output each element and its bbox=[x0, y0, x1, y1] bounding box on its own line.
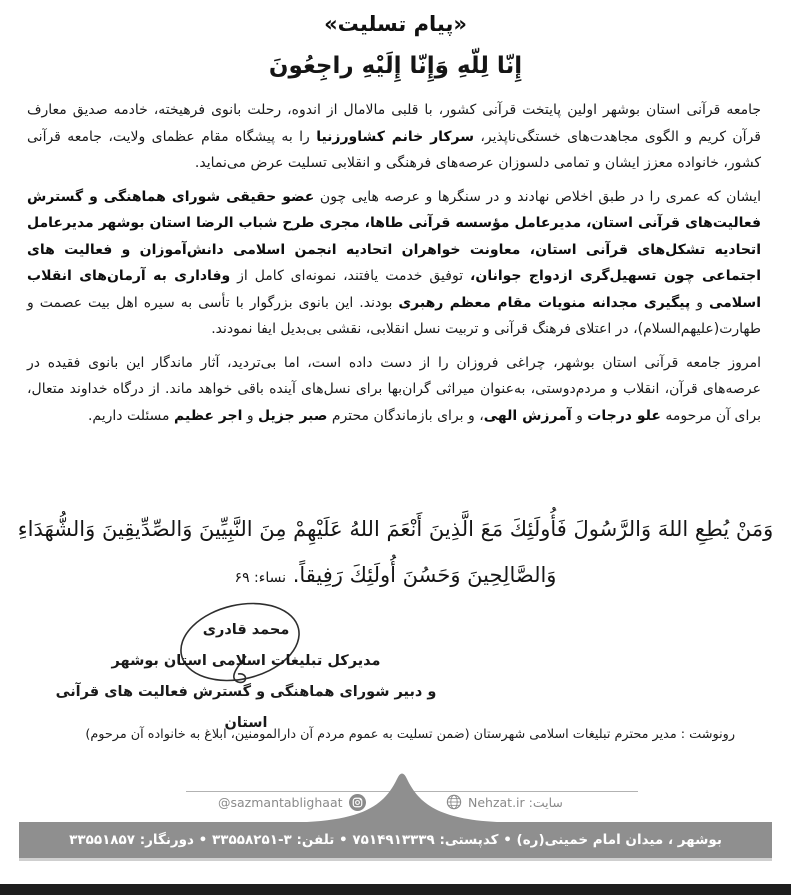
quran-verse-line2: وَالصَّالِحِينَ وَحَسُنَ أُولَئِكَ رَفِيقاً. نساء: ۶۹ bbox=[234, 563, 557, 587]
signatory-title-2: و دبیر شورای هماهنگی و گسترش فعالیت های قرآنی استان bbox=[55, 684, 437, 731]
signature-block bbox=[50, 615, 442, 739]
website-label: سایت: bbox=[528, 794, 563, 810]
quran-verse bbox=[0, 506, 791, 601]
letter-body bbox=[27, 97, 761, 436]
signatory-title-1: مدیرکل تبلیغات اسلامی استان بوشهر bbox=[111, 653, 381, 669]
paragraph-closing: امروز جامعه قرآنی استان بوشهر، چراغی فروزان را از دست داده است، اما بی‌تردید، آثار ماندگار این بانوی فقیده در عرصه‌های قرآن، انقلاب و مردم‌دوستی، به‌عنوان میراثی گران‌بها برای نسل‌های آینده باقی خواهد ماند. از درگاه خداوند متعال، برای آن مرحومه علو درجات و آمرزش الهی، و برای بازماندگان محترم صبر جزیل و اجر عظیم مسئلت داریم. bbox=[27, 354, 761, 424]
paragraph-roles: ایشان که عمری را در طبق اخلاص نهادند و در سنگرها و عرصه هایی چون عضو حقیقی شورای هماهنگی و گسترش فعالیت‌های قرآنی استان، مدیرعامل مؤسسه قرآنی طاها، مجری طرح شباب الرضا استان بوشهر مدیرعامل اتحادیه تشکل‌های قرآنی استان، معاونت خواهران اتحادیه انجمن اسلامی دانش‌آموزان و فعالیت های اجتماعی چون تسهیل‌گری ازدواج جوانان، توفیق خدمت یافتند، نمونه‌ای کامل از وفاداری به آرمان‌های انقلاب اسلامی و پیگیری مجدانه منویات مقام معظم رهبری بودند. این بانوی بزرگوار با تأسی به سیره اهل بیت عصمت و طهارت(علیهم‌السلام)، در اعتلای فرهنگ قرآنی و تربیت نسل انقلابی، نقشی بی‌بدیل ایفا نمودند. bbox=[27, 188, 761, 337]
website-address bbox=[468, 795, 563, 810]
contact-info-bar: بوشهر ، میدان امام خمینی(ره) • کدپستی: ۷۵۱۴۹۱۳۳۳۹ • تلفن: ۳-۳۳۵۵۸۲۵۱ • دورنگار: ۳۳۵۵۱۸۵۷ bbox=[19, 822, 772, 861]
signatory-name: محمد قادری bbox=[202, 622, 290, 638]
instagram-icon bbox=[349, 794, 366, 811]
globe-icon bbox=[446, 794, 462, 810]
page-title: «پیام تسلیت» bbox=[324, 12, 467, 36]
website-value: Nehzat.ir bbox=[468, 794, 525, 810]
quran-verse-reference: نساء: ۶۹ bbox=[234, 570, 286, 586]
paragraph-intro: جامعه قرآنی استان بوشهر اولین پایتخت قرآنی کشور، با قلبی مالامال از اندوه، رحلت بانوی فرهیخته، خادمه صدیق معارف قرآن کریم و الگوی مجاهدت‌های خستگی‌ناپذیر، سرکار خانم کشاورزنیا را به پیشگاه مقام عظمای ولایت، جامعه قرآنی کشور، خانواده معزز ایشان و تمامی دلسوزان عرصه‌های فرهنگی و انقلابی تسلیت عرض می‌نماید. bbox=[27, 102, 761, 171]
website-row bbox=[446, 794, 563, 810]
istirja-verse: إِنّا لِلّهِ وَإِنّا إِلَيْهِ راجِعُونَ bbox=[268, 53, 523, 79]
cc-footnote: رونوشت : مدیر محترم تبلیغات اسلامی شهرستان (ضمن تسلیت به عموم مردم آن دارالمومنین، ابلاغ به خانواده آن مرحوم) bbox=[85, 727, 735, 742]
bottom-black-bar bbox=[0, 884, 791, 895]
instagram-handle-row bbox=[218, 794, 366, 811]
quran-verse-line1: وَمَنْ يُطِعِ اللهَ وَالرَّسُولَ فَأُولَئِكَ مَعَ الَّذِينَ أَنْعَمَ اللهُ عَلَيْهِمْ مِنَ النَّبِيِّينَ وَالصِّدِّيقِينَ وَالشُّهَدَاءِ bbox=[17, 517, 774, 541]
instagram-handle: @sazmantablighaat bbox=[218, 795, 343, 810]
